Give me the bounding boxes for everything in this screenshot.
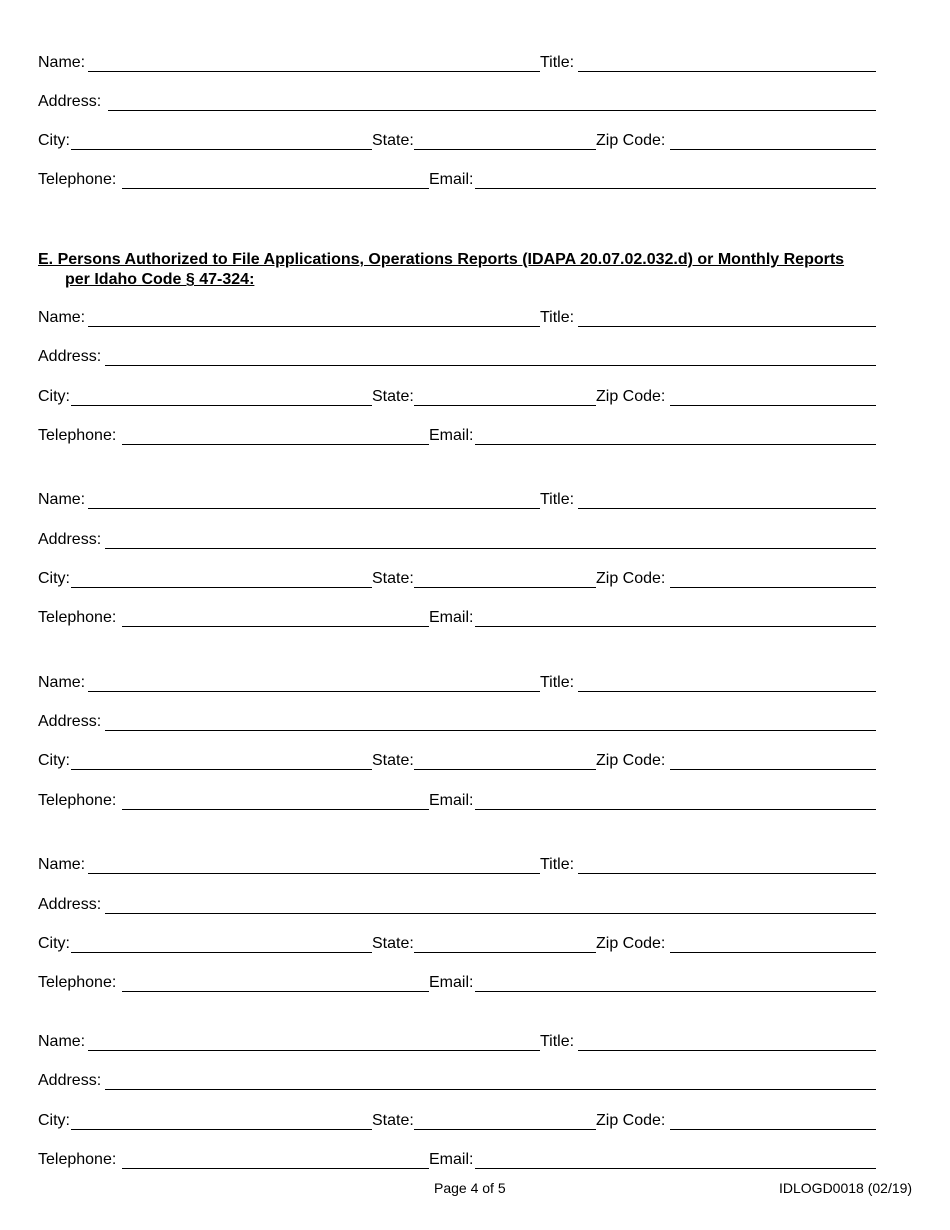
zip-field[interactable] [670,1112,876,1130]
state-field[interactable] [414,1112,596,1130]
title-field[interactable] [578,674,876,692]
email-label: Email: [429,609,474,626]
address-field[interactable] [105,531,876,549]
telephone-field[interactable] [122,427,429,445]
zip-label: Zip Code: [596,935,666,952]
address-label: Address: [38,531,102,548]
name-field[interactable] [88,54,540,72]
name-field[interactable] [88,856,540,874]
state-field[interactable] [414,935,596,953]
city-state-zip-row [38,384,876,408]
telephone-field[interactable] [122,974,429,992]
title-field[interactable] [578,491,876,509]
city-field[interactable] [71,1112,372,1130]
state-field[interactable] [414,570,596,588]
zip-field[interactable] [670,935,876,953]
state-label: State: [372,752,414,769]
city-state-zip-row [38,1108,876,1132]
city-label: City: [38,570,70,587]
city-field[interactable] [71,752,372,770]
address-field[interactable] [108,93,876,111]
name-title-row [38,487,876,511]
zip-label: Zip Code: [596,132,666,149]
name-label: Name: [38,856,86,873]
telephone-email-row [38,605,876,629]
email-field[interactable] [475,609,876,627]
city-state-zip-row [38,931,876,955]
telephone-field[interactable] [122,609,429,627]
address-label: Address: [38,348,102,365]
name-title-row [38,305,876,329]
title-field[interactable] [578,856,876,874]
name-label: Name: [38,1033,86,1050]
telephone-field[interactable] [122,792,429,810]
state-field[interactable] [414,388,596,406]
zip-field[interactable] [670,132,876,150]
name-title-row [38,1029,876,1053]
zip-field[interactable] [670,570,876,588]
state-label: State: [372,935,414,952]
form-code: IDLOGD0018 (02/19) [779,1180,913,1196]
state-label: State: [372,132,414,149]
city-label: City: [38,752,70,769]
name-field[interactable] [88,674,540,692]
email-label: Email: [429,792,474,809]
email-label: Email: [429,427,474,444]
name-field[interactable] [88,309,540,327]
state-label: State: [372,1112,414,1129]
name-label: Name: [38,491,86,508]
city-label: City: [38,1112,70,1129]
email-field[interactable] [475,1151,876,1169]
title-field[interactable] [578,54,876,72]
section-e-heading-line2: per Idaho Code § 47-324: [65,271,255,288]
telephone-label: Telephone: [38,792,117,809]
address-label: Address: [38,93,102,110]
zip-label: Zip Code: [596,752,666,769]
title-label: Title: [540,309,575,326]
telephone-field[interactable] [122,171,429,189]
telephone-label: Telephone: [38,609,117,626]
address-field[interactable] [105,896,876,914]
city-state-zip-row [38,566,876,590]
city-field[interactable] [71,388,372,406]
address-row [38,709,876,733]
address-label: Address: [38,896,102,913]
name-label: Name: [38,54,86,71]
page-number: Page 4 of 5 [434,1180,506,1196]
zip-field[interactable] [670,752,876,770]
telephone-label: Telephone: [38,427,117,444]
email-field[interactable] [475,792,876,810]
state-field[interactable] [414,132,596,150]
address-row [38,89,876,113]
telephone-email-row [38,167,876,191]
address-field[interactable] [105,713,876,731]
email-label: Email: [429,171,474,188]
state-field[interactable] [414,752,596,770]
title-field[interactable] [578,309,876,327]
telephone-email-row [38,970,876,994]
section-e-heading-line1: E. Persons Authorized to File Applications, Operations Reports (IDAPA 20.07.02.032.d) or Monthly Reports [38,251,845,268]
title-label: Title: [540,54,575,71]
email-field[interactable] [475,974,876,992]
zip-label: Zip Code: [596,1112,666,1129]
city-label: City: [38,935,70,952]
email-label: Email: [429,1151,474,1168]
address-row [38,892,876,916]
city-label: City: [38,132,70,149]
address-label: Address: [38,1072,102,1089]
city-field[interactable] [71,132,372,150]
telephone-label: Telephone: [38,974,117,991]
city-state-zip-row [38,128,876,152]
title-label: Title: [540,491,575,508]
name-field[interactable] [88,491,540,509]
state-label: State: [372,570,414,587]
city-field[interactable] [71,935,372,953]
telephone-field[interactable] [122,1151,429,1169]
telephone-email-row [38,788,876,812]
email-field[interactable] [475,171,876,189]
zip-label: Zip Code: [596,388,666,405]
address-row [38,344,876,368]
name-title-row [38,852,876,876]
address-label: Address: [38,713,102,730]
telephone-email-row [38,1147,876,1171]
title-label: Title: [540,674,575,691]
city-field[interactable] [71,570,372,588]
title-label: Title: [540,1033,575,1050]
address-field[interactable] [105,1072,876,1090]
address-row [38,1068,876,1092]
name-title-row [38,670,876,694]
address-field[interactable] [105,348,876,366]
zip-field[interactable] [670,388,876,406]
name-label: Name: [38,309,86,326]
city-label: City: [38,388,70,405]
title-field[interactable] [578,1033,876,1051]
telephone-label: Telephone: [38,171,117,188]
zip-label: Zip Code: [596,570,666,587]
address-row [38,527,876,551]
name-title-row [38,50,876,74]
email-field[interactable] [475,427,876,445]
state-label: State: [372,388,414,405]
name-label: Name: [38,674,86,691]
title-label: Title: [540,856,575,873]
email-label: Email: [429,974,474,991]
name-field[interactable] [88,1033,540,1051]
telephone-email-row [38,423,876,447]
section-e-heading [38,250,908,290]
telephone-label: Telephone: [38,1151,117,1168]
city-state-zip-row [38,748,876,772]
